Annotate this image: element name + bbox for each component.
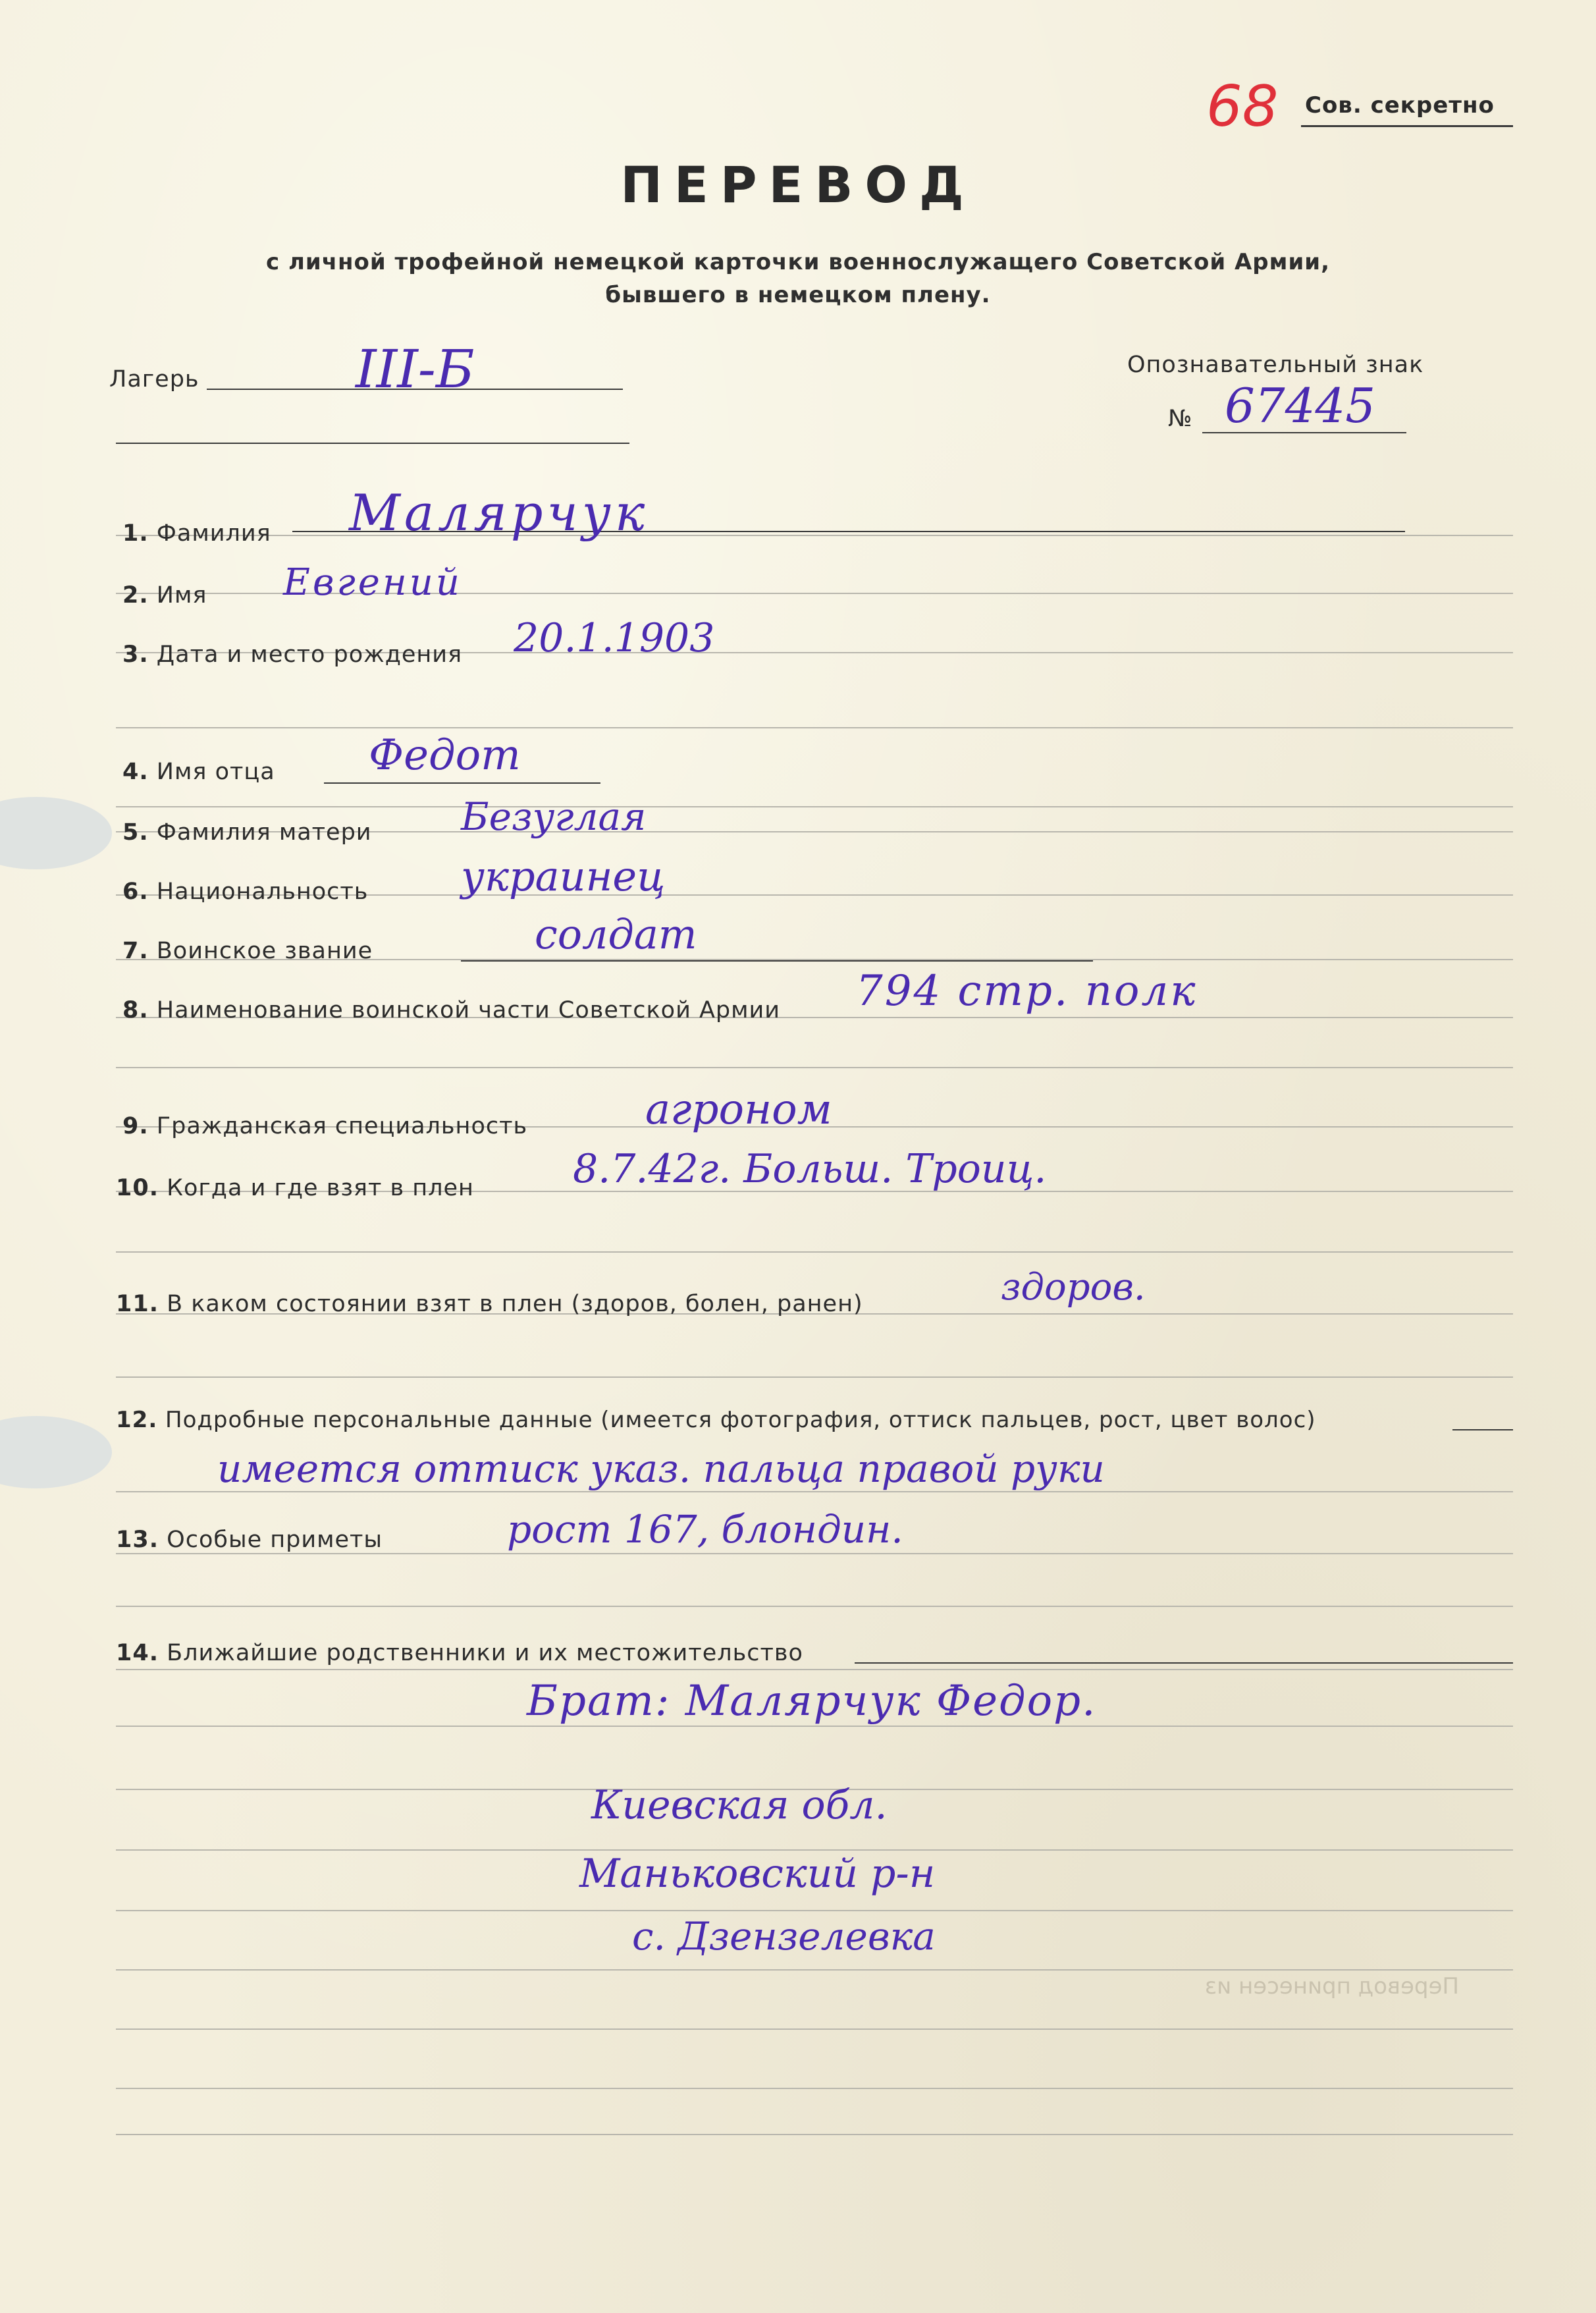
relative-region: Киевская обл. bbox=[591, 1782, 888, 1828]
bleed-through-text: Перевод принесен из bbox=[1205, 1973, 1460, 2000]
ruled-line bbox=[116, 535, 1513, 536]
field-1: 1. Фамилия bbox=[122, 520, 271, 547]
field-2-value: Евгений bbox=[283, 561, 462, 604]
torn-hole-top bbox=[0, 797, 112, 869]
field-5: 5. Фамилия матери bbox=[122, 819, 372, 846]
field-11: 11. В каком состоянии взят в плен (здоров, болен, ранен) bbox=[116, 1291, 863, 1317]
field-8: 8. Наименование воинской части Советской Армии bbox=[122, 997, 781, 1023]
field-10: 10. Когда и где взят в плен bbox=[116, 1175, 474, 1201]
relative-district: Маньковский р-н bbox=[579, 1851, 936, 1897]
field-3: 3. Дата и место рождения bbox=[122, 641, 463, 668]
ruled-line bbox=[116, 1067, 1513, 1068]
relative-village: с. Дзензелевка bbox=[632, 1914, 936, 1959]
ruled-line bbox=[116, 1910, 1513, 1911]
field-7-value: солдат bbox=[535, 910, 697, 958]
field-4-value: Федот bbox=[369, 731, 521, 780]
field-5-value: Безуглая bbox=[461, 794, 647, 839]
field-11-value: здоров. bbox=[1001, 1266, 1146, 1309]
id-tag-number-label: № bbox=[1168, 406, 1193, 432]
id-tag-value: 67445 bbox=[1225, 378, 1376, 433]
field-14-line bbox=[855, 1662, 1513, 1664]
ruled-line bbox=[116, 2088, 1513, 2089]
camp-label: Лагерь bbox=[109, 366, 200, 393]
torn-hole-bottom bbox=[0, 1416, 112, 1488]
ruled-line bbox=[116, 1376, 1513, 1378]
page-title: ПЕРЕВОД bbox=[620, 155, 976, 214]
ruled-line bbox=[116, 806, 1513, 807]
field-7-line bbox=[461, 960, 1093, 962]
ruled-line bbox=[116, 1553, 1513, 1554]
subtitle-line-1: с личной трофейной немецкой карточки военнослужащего Советской Армии, bbox=[265, 249, 1331, 275]
ruled-line bbox=[116, 1726, 1513, 1727]
field-13-value: рост 167, блондин. bbox=[507, 1507, 903, 1552]
field-7: 7. Воинское звание bbox=[122, 938, 373, 964]
field-9-value: агроном bbox=[645, 1085, 832, 1134]
id-tag-label: Опознавательный знак bbox=[1127, 352, 1424, 378]
field-1-value: Малярчук bbox=[349, 483, 649, 542]
camp-line-2 bbox=[116, 443, 629, 444]
ruled-line bbox=[116, 1491, 1513, 1492]
field-14: 14. Ближайшие родственники и их местожительство bbox=[116, 1640, 803, 1666]
classification-underline bbox=[1301, 125, 1513, 127]
classification-label: Сов. секретно bbox=[1305, 92, 1495, 119]
field-10-value: 8.7.42г. Больш. Троиц. bbox=[573, 1146, 1047, 1192]
field-8-value: 794 стр. полк bbox=[856, 967, 1198, 1016]
field-2: 2. Имя bbox=[122, 582, 207, 609]
ruled-line bbox=[116, 1606, 1513, 1607]
relative-name: Брат: Малярчук Федор. bbox=[527, 1677, 1097, 1726]
field-9: 9. Гражданская специальность bbox=[122, 1113, 528, 1139]
ruled-line bbox=[116, 1669, 1513, 1670]
field-12-line bbox=[1452, 1429, 1513, 1430]
ruled-line bbox=[116, 2028, 1513, 2030]
field-3-value: 20.1.1903 bbox=[514, 615, 715, 661]
ruled-line bbox=[116, 727, 1513, 728]
field-12-value: имеется оттиск указ. пальца правой руки bbox=[217, 1446, 1105, 1491]
ruled-line bbox=[116, 1969, 1513, 1971]
field-4: 4. Имя отца bbox=[122, 759, 275, 785]
stamp-number: 68 bbox=[1206, 74, 1279, 140]
field-13: 13. Особые приметы bbox=[116, 1527, 383, 1553]
camp-value: III-Б bbox=[356, 339, 475, 400]
subtitle-line-2: бывшего в немецком плену. bbox=[605, 282, 991, 308]
field-6-value: украинец bbox=[461, 852, 666, 900]
field-4-line bbox=[324, 782, 600, 784]
field-6: 6. Национальность bbox=[122, 879, 369, 905]
ruled-line bbox=[116, 1251, 1513, 1253]
ruled-line bbox=[116, 2134, 1513, 2135]
field-12: 12. Подробные персональные данные (имеется фотография, оттиск пальцев, рост, цвет волос) bbox=[116, 1407, 1316, 1433]
